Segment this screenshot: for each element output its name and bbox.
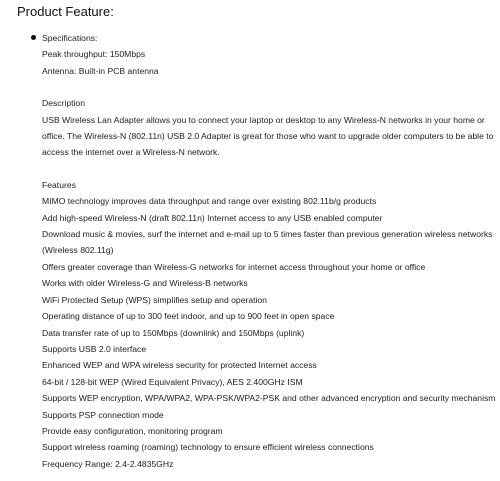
description-text: USB Wireless Lan Adapter allows you to connect your laptop or desktop to any Wireless-N networks in your home or office. The Wireless-N (802.11n) USB 2.0 Adapter is great for those who want to upgrade older computers to be able to access the internet over a Wireless-N network. (42, 114, 494, 158)
feature-item: Support wireless roaming (roaming) technology to ensure efficient wireless connections (42, 442, 374, 453)
feature-item: Frequency Range: 2.4-2.4835GHz (42, 458, 174, 469)
specifications-label: Specifications: (42, 33, 98, 43)
feature-item: Supports WEP encryption, WPA/WPA2, WPA-PSK/WPA2-PSK and other advanced encryption and security mechanism (42, 393, 496, 404)
features-label: Features (42, 179, 76, 190)
feature-item: Data transfer rate of up to 150Mbps (downlink) and 150Mbps (uplink) (42, 327, 305, 338)
page-title: Product Feature: (17, 4, 114, 19)
feature-item: Supports USB 2.0 interface (42, 343, 147, 354)
feature-item: Provide easy configuration, monitoring program (42, 425, 223, 436)
bullet-icon (31, 35, 36, 40)
product-details (42, 30, 498, 472)
feature-item: MIMO technology improves data throughput and range over existing 802.11b/g products (42, 196, 377, 207)
feature-item: Download music & movies, surf the internet and e-mail up to 5 times faster than previous generation wireless networks (Wireless 802.11g) (42, 229, 493, 256)
feature-item: Works with older Wireless-G and Wireless-B networks (42, 278, 248, 289)
description-label: Description (42, 98, 85, 109)
feature-item: Offers greater coverage than Wireless-G networks for internet access throughout your home or office (42, 261, 426, 272)
feature-item: Add high-speed Wireless-N (draft 802.11n) Internet access to any USB enabled computer (42, 212, 383, 223)
spacer (42, 79, 498, 95)
feature-item: Operating distance of up to 300 feet indoor, and up to 900 feet in open space (42, 311, 335, 322)
spec-antenna: Antenna: Built-in PCB antenna (42, 65, 159, 76)
feature-item: WiFi Protected Setup (WPS) simplifies setup and operation (42, 294, 267, 305)
feature-item: Enhanced WEP and WPA wireless security for protected Internet access (42, 360, 317, 371)
spacer (42, 161, 498, 177)
feature-item: Supports PSP connection mode (42, 409, 164, 420)
spec-peak-throughput: Peak throughput: 150Mbps (42, 49, 146, 60)
feature-item: 64-bit / 128-bit WEP (Wired Equivalent Privacy), AES 2.400GHz ISM (42, 376, 303, 387)
